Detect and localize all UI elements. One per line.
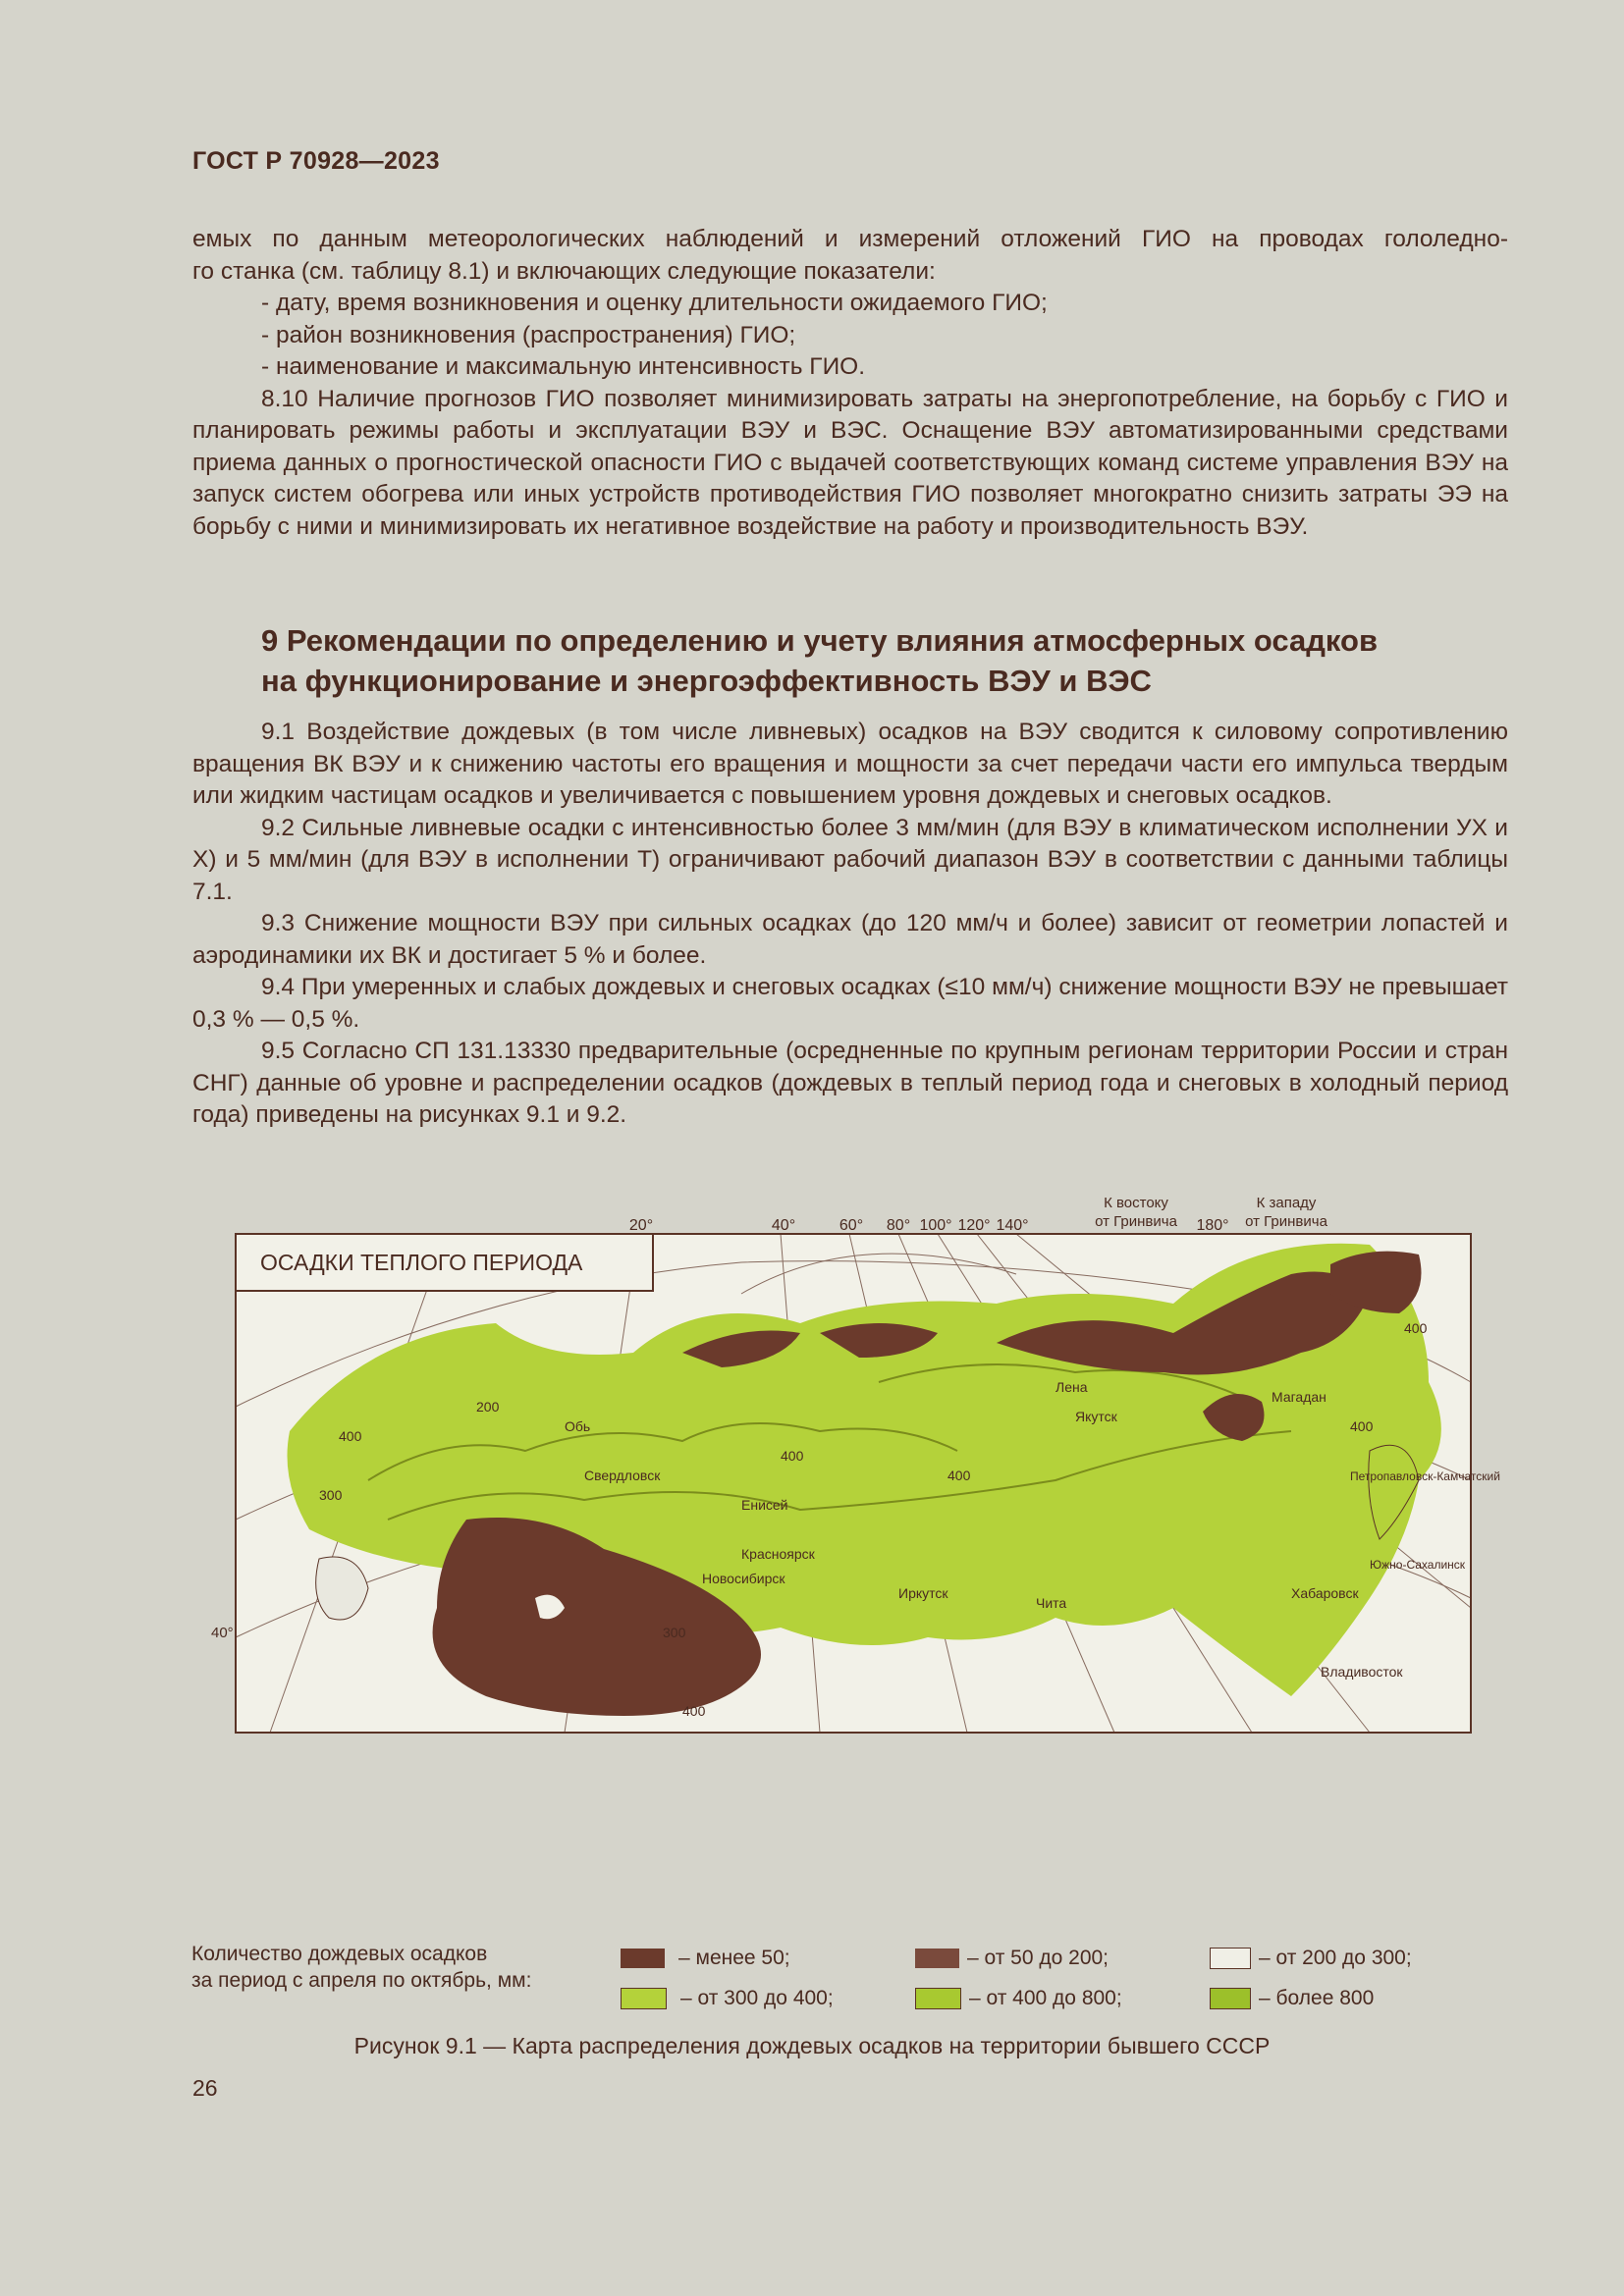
map-legend xyxy=(191,1939,1517,2027)
legend-item xyxy=(915,1987,1122,2010)
section-8-tail xyxy=(192,224,1508,543)
map-title: ОСАДКИ ТЕПЛОГО ПЕРИОДА xyxy=(260,1250,583,1275)
place-label: Магадан xyxy=(1272,1389,1326,1405)
section-9-heading xyxy=(261,620,1508,701)
contour-label: 300 xyxy=(663,1625,686,1640)
legend-swatch xyxy=(915,1949,959,1968)
contour-label: 400 xyxy=(1350,1418,1374,1434)
legend-label: – от 50 до 200; xyxy=(967,1947,1110,1969)
legend-label: – от 400 до 800; xyxy=(969,1987,1122,2009)
legend-label: – менее 50; xyxy=(678,1947,790,1969)
place-label: Новосибирск xyxy=(702,1571,785,1586)
contour-label: 300 xyxy=(319,1487,343,1503)
list-item: - дату, время возникновения и оценку длительности ожидаемого ГИО; xyxy=(261,290,1048,316)
legend-label: – от 200 до 300; xyxy=(1259,1947,1412,1969)
longitude-label: 100° xyxy=(919,1217,952,1234)
longitude-label: 20° xyxy=(628,1217,654,1234)
legend-swatch xyxy=(1210,1948,1251,1969)
legend-swatch xyxy=(621,1988,667,2009)
heading-line: на функционирование и энергоэффективность ВЭУ и ВЭС xyxy=(261,664,1152,698)
paragraph-9-4: 9.4 При умеренных и слабых дождевых и снеговых осадках (≤10 мм/ч) снижение мощности ВЭУ не превышает 0,3 % — 0,5 %. xyxy=(192,974,1508,1033)
west-label: К западу xyxy=(1256,1195,1317,1211)
legend-item xyxy=(1210,1947,1412,1970)
legend-swatch xyxy=(1210,1988,1251,2009)
paragraph-9-2: 9.2 Сильные ливневые осадки с интенсивностью более 3 мм/мин (для ВЭУ в климатическом исполнении УХ и Х) и 5 мм/мин (для ВЭУ в исполнении Т) ограничивают рабочий диапазон ВЭУ в соответствии с данными таблицы 7.1. xyxy=(192,814,1508,905)
legend-swatch xyxy=(621,1949,665,1968)
place-label: Обь xyxy=(565,1418,591,1434)
contour-label: 400 xyxy=(1404,1320,1428,1336)
contour-label: 200 xyxy=(476,1399,500,1415)
place-label: Якутск xyxy=(1075,1409,1117,1424)
legend-title-line: за период с апреля по октябрь, мм: xyxy=(191,1969,532,1992)
paragraph-9-5: 9.5 Согласно СП 131.13330 предварительные (осредненные по крупным регионам территории России и стран СНГ) данные об уровне и распределении осадков (дождевых в теплый период года и снеговых в холодный период года) приведены на рисунках 9.1 и 9.2. xyxy=(192,1038,1508,1128)
place-label: Иркутск xyxy=(898,1585,948,1601)
legend-label: – от 300 до 400; xyxy=(680,1987,834,2009)
legend-title xyxy=(191,1941,531,1994)
legend-item xyxy=(915,1947,1109,1970)
paragraph-8-10: 8.10 Наличие прогнозов ГИО позволяет минимизировать затраты на энергопотребление, на борьбу с ГИО и планировать режимы работы и эксплуатации ВЭУ и ВЭС. Оснащение ВЭУ автоматизированными средствами приема данных о прогностической опасности ГИО с выдачей соответствующих команд системе управления ВЭУ на запуск систем обогрева или иных устройств противодействия ГИО позволяет многократно снизить затраты ЭЭ на борьбу с ними и минимизировать их негативное воздействие на работу и производительность ВЭУ. xyxy=(192,385,1508,540)
list-item: - район возникновения (распространения) ГИО; xyxy=(261,321,796,348)
legend-label: – более 800 xyxy=(1259,1987,1375,2009)
legend-item xyxy=(621,1987,834,2010)
place-label: Южно-Сахалинск xyxy=(1370,1558,1466,1572)
contour-label: 400 xyxy=(682,1703,706,1719)
contour-label: 400 xyxy=(781,1448,804,1464)
east-label: К востоку xyxy=(1104,1195,1168,1211)
longitude-label: 180° xyxy=(1196,1217,1229,1234)
longitude-label: 140° xyxy=(996,1217,1029,1234)
place-label: Лена xyxy=(1056,1379,1088,1395)
contour-label: 400 xyxy=(339,1428,362,1444)
place-label: Чита xyxy=(1036,1595,1067,1611)
list-item: - наименование и максимальную интенсивность ГИО. xyxy=(261,353,866,380)
heading-line: 9 Рекомендации по определению и учету влияния атмосферных осадков xyxy=(261,623,1378,658)
place-label: Хабаровск xyxy=(1291,1585,1359,1601)
place-label: Свердловск xyxy=(584,1468,661,1483)
longitude-label: 120° xyxy=(957,1217,991,1234)
place-label: Енисей xyxy=(741,1497,788,1513)
place-label: Красноярск xyxy=(741,1546,815,1562)
west-label: от Гринвича xyxy=(1245,1213,1327,1230)
place-label: Петропавловск-Камчатский xyxy=(1350,1469,1500,1483)
section-9-body xyxy=(192,717,1508,1132)
longitude-label: 80° xyxy=(886,1217,911,1234)
legend-item xyxy=(1210,1987,1374,2010)
text-line: го станка (см. таблицу 8.1) и включающих следующие показатели: xyxy=(192,257,936,285)
longitude-label: 40° xyxy=(771,1217,796,1234)
latitude-label: 40° xyxy=(211,1625,234,1641)
longitude-label: 60° xyxy=(839,1217,864,1234)
precipitation-map xyxy=(191,1186,1517,1939)
document-header: ГОСТ Р 70928—2023 xyxy=(192,147,440,175)
contour-label: 400 xyxy=(947,1468,971,1483)
page-number: 26 xyxy=(192,2075,218,2101)
legend-title-line: Количество дождевых осадков xyxy=(191,1943,488,1965)
text-line: емых по данным метеорологических наблюдений и измерений отложений ГИО на проводах гололедно- xyxy=(192,226,1508,252)
figure-caption: Рисунок 9.1 — Карта распределения дождевых осадков на территории бывшего СССР xyxy=(353,2033,1271,2058)
place-label: Владивосток xyxy=(1321,1664,1403,1680)
paragraph-9-3: 9.3 Снижение мощности ВЭУ при сильных осадках (до 120 мм/ч и более) зависит от геометрии лопастей и аэродинамики их ВК и достигает 5 % и более. xyxy=(192,910,1508,969)
legend-swatch xyxy=(915,1988,961,2009)
paragraph-9-1: 9.1 Воздействие дождевых (в том числе ливневых) осадков на ВЭУ сводится к силовому сопротивлению вращения ВК ВЭУ и к снижению частоты его вращения и мощности за счет передачи части его импульса твердым или жидким частицам осадков и увеличивается с повышением уровня дождевых и снеговых осадков. xyxy=(192,719,1508,809)
legend-item xyxy=(621,1947,790,1970)
east-label: от Гринвича xyxy=(1095,1213,1177,1230)
